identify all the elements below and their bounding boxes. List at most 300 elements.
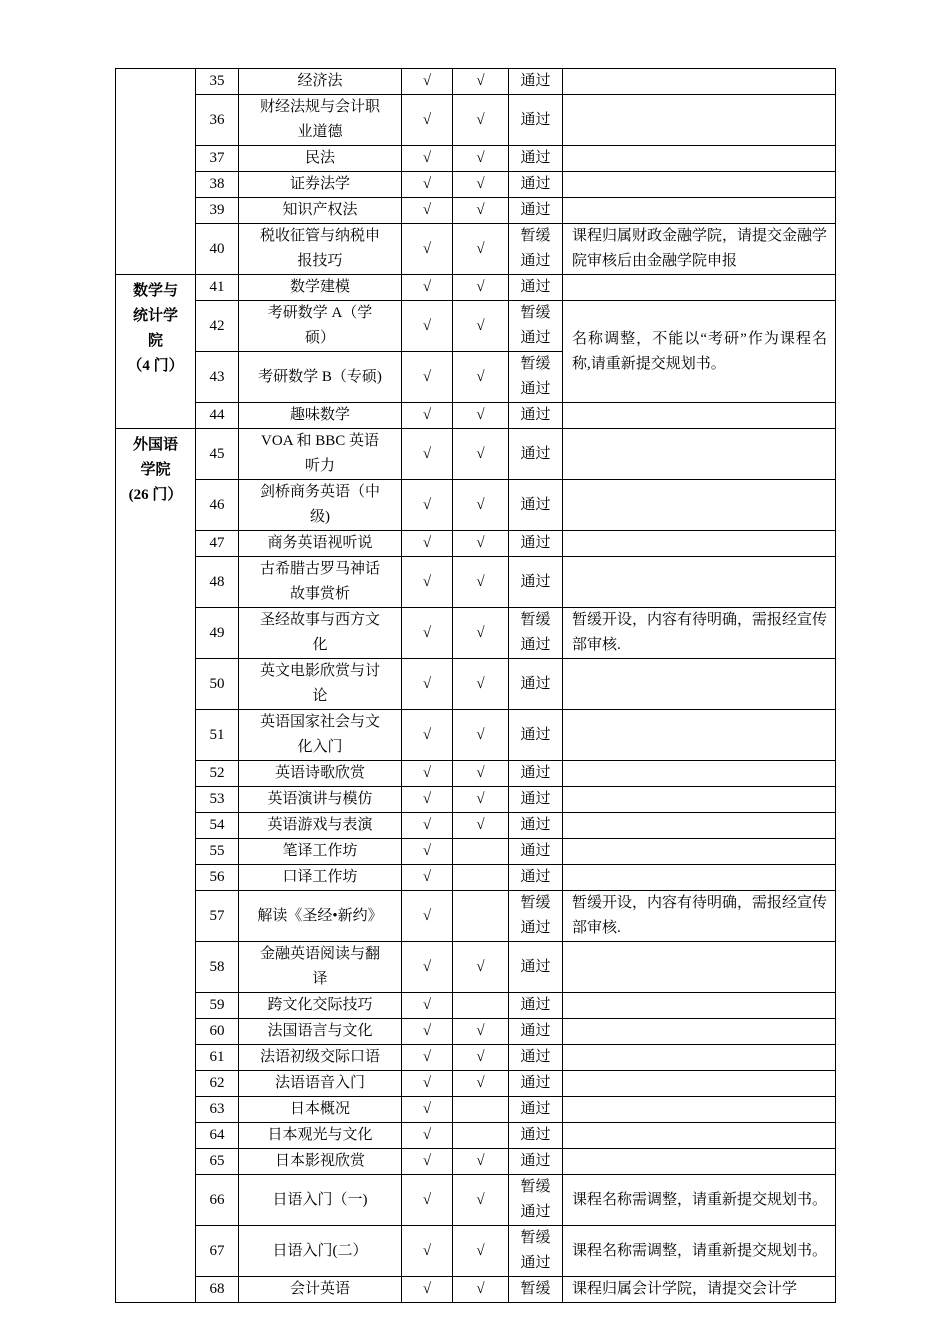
review-result [509, 761, 563, 787]
table-row [116, 993, 836, 1019]
course-number: 35 [196, 69, 239, 95]
check-mark-cell: √ [453, 761, 509, 787]
table-row [116, 557, 836, 608]
review-result [509, 1149, 563, 1175]
course-name [239, 942, 402, 993]
course-name [239, 1019, 402, 1045]
review-result-line: 通过 [520, 843, 551, 859]
check-mark-cell: √ [453, 352, 509, 403]
review-note [563, 761, 836, 787]
course-number: 44 [196, 403, 239, 429]
course-name [239, 1045, 402, 1071]
check-mark-cell: √ [453, 1175, 509, 1226]
review-result [509, 1045, 563, 1071]
check-mark-cell: √ [402, 942, 453, 993]
course-number: 56 [196, 865, 239, 891]
review-note [563, 172, 836, 198]
department-name: 数学与 [132, 283, 178, 299]
course-number: 63 [196, 1097, 239, 1123]
department-name: 统计学 [132, 308, 178, 324]
review-result-line: 暂缓 [520, 356, 551, 372]
table-row [116, 865, 836, 891]
review-result-line: 通过 [520, 1023, 551, 1039]
table-row [116, 659, 836, 710]
review-result-line: 通过 [520, 726, 551, 743]
check-mark-cell: √ [402, 403, 453, 429]
review-note [563, 95, 836, 146]
course-name [239, 787, 402, 813]
review-result [509, 172, 563, 198]
course-name-line: 财经法规与会计职 [259, 99, 380, 115]
department-name: 院 [147, 333, 163, 349]
table-row [116, 1149, 836, 1175]
table-row [116, 787, 836, 813]
course-name-line: 数学建模 [289, 279, 350, 295]
review-result [509, 865, 563, 891]
review-result [509, 95, 563, 146]
course-name-line: 英文电影欣赏与讨 [259, 663, 380, 679]
check-mark-cell: √ [402, 608, 453, 659]
course-name [239, 1149, 402, 1175]
check-mark-cell: √ [453, 608, 509, 659]
review-result [509, 1123, 563, 1149]
review-result-line: 暂缓 [520, 895, 551, 911]
check-mark-cell: √ [453, 531, 509, 557]
course-name-line: 法语初级交际口语 [259, 1049, 380, 1065]
check-mark-cell [453, 993, 509, 1019]
course-name [239, 993, 402, 1019]
course-number: 46 [196, 480, 239, 531]
course-number: 39 [196, 198, 239, 224]
course-number: 38 [196, 172, 239, 198]
course-name-line: 考研数学 A（学 [267, 305, 373, 321]
review-result [509, 1175, 563, 1226]
check-mark-cell: √ [402, 1097, 453, 1123]
course-name-line: 报技巧 [297, 253, 343, 269]
course-name [239, 839, 402, 865]
table-row [116, 839, 836, 865]
review-result-line: 通过 [520, 111, 551, 128]
review-result [509, 480, 563, 531]
course-number: 45 [196, 429, 239, 480]
check-mark-cell [453, 891, 509, 942]
course-number: 58 [196, 942, 239, 993]
review-result-line: 通过 [520, 817, 551, 833]
review-note [563, 480, 836, 531]
review-note: 课程归属会计学院，请提交会计学 [563, 1277, 836, 1303]
review-result [509, 1019, 563, 1045]
review-result-line: 通过 [520, 407, 551, 423]
check-mark-cell [453, 865, 509, 891]
course-number: 64 [196, 1123, 239, 1149]
course-number: 43 [196, 352, 239, 403]
check-mark-cell: √ [453, 198, 509, 224]
review-result-line: 通过 [520, 920, 551, 936]
department-cell [116, 69, 196, 275]
course-name-line: 日语入门(二） [272, 1242, 368, 1259]
review-note [563, 787, 836, 813]
review-note [563, 403, 836, 429]
review-note [563, 1045, 836, 1071]
table-row [116, 480, 836, 531]
course-name [239, 275, 402, 301]
table-row [116, 69, 836, 95]
course-name-line: 剑桥商务英语（中 [259, 484, 380, 500]
check-mark-cell: √ [453, 275, 509, 301]
review-note: 暂缓开设，内容有待明确，需报经宣传部审核. [563, 891, 836, 942]
check-mark-cell: √ [453, 1277, 509, 1303]
check-mark-cell: √ [402, 352, 453, 403]
course-name [239, 557, 402, 608]
course-number: 53 [196, 787, 239, 813]
review-result [509, 275, 563, 301]
review-result-line: 通过 [520, 496, 551, 513]
check-mark-cell: √ [402, 1149, 453, 1175]
course-number: 37 [196, 146, 239, 172]
course-name [239, 301, 402, 352]
table-row [116, 813, 836, 839]
review-result [509, 146, 563, 172]
course-name-line: 业道德 [297, 124, 343, 140]
review-note: 名称调整，不能以“考研”作为课程名称,请重新提交规划书。 [563, 301, 836, 403]
table-row [116, 172, 836, 198]
table-row [116, 1045, 836, 1071]
review-result-line: 通过 [520, 869, 551, 885]
check-mark-cell: √ [402, 69, 453, 95]
check-mark-cell: √ [453, 429, 509, 480]
check-mark-cell: √ [453, 224, 509, 275]
review-result-line: 通过 [520, 1255, 551, 1271]
table-row [116, 95, 836, 146]
check-mark-cell: √ [453, 480, 509, 531]
check-mark-cell: √ [453, 659, 509, 710]
table-row [116, 710, 836, 761]
check-mark-cell: √ [402, 301, 453, 352]
course-name [239, 1277, 402, 1303]
review-result [509, 891, 563, 942]
review-result-line: 通过 [520, 445, 551, 462]
review-result [509, 198, 563, 224]
check-mark-cell: √ [453, 69, 509, 95]
table-row [116, 275, 836, 301]
review-result-line: 通过 [520, 958, 551, 975]
course-name [239, 172, 402, 198]
course-number: 40 [196, 224, 239, 275]
course-name [239, 1175, 402, 1226]
course-number: 41 [196, 275, 239, 301]
check-mark-cell: √ [402, 95, 453, 146]
course-name [239, 224, 402, 275]
review-result-line: 通过 [520, 330, 551, 346]
table-row [116, 1123, 836, 1149]
review-result-line: 暂缓 [520, 228, 551, 244]
check-mark-cell: √ [453, 557, 509, 608]
review-result [509, 1277, 563, 1303]
check-mark-cell: √ [402, 993, 453, 1019]
check-mark-cell: √ [402, 1019, 453, 1045]
check-mark-cell: √ [402, 557, 453, 608]
course-name-line: 税收征管与纳税申 [259, 228, 380, 244]
course-name [239, 1071, 402, 1097]
department-course-count: (26 门） [128, 487, 183, 503]
course-number: 50 [196, 659, 239, 710]
department-name: 学院 [140, 462, 171, 478]
course-name-line: 口译工作坊 [282, 869, 358, 885]
course-number: 67 [196, 1226, 239, 1277]
course-name-line: 英语游戏与表演 [267, 817, 373, 833]
course-name-line: 证券法学 [289, 176, 350, 192]
course-name-line: 法语语音入门 [274, 1075, 365, 1091]
check-mark-cell: √ [453, 1045, 509, 1071]
course-name [239, 403, 402, 429]
review-result [509, 301, 563, 352]
review-note [563, 1149, 836, 1175]
table-row [116, 198, 836, 224]
course-name-line: 化入门 [297, 739, 343, 755]
review-result-line: 通过 [520, 279, 551, 295]
review-result-line: 通过 [520, 675, 551, 692]
course-number: 55 [196, 839, 239, 865]
review-result-line: 暂缓 [520, 1179, 551, 1195]
course-name-line: 经济法 [297, 73, 343, 89]
review-note [563, 1019, 836, 1045]
check-mark-cell: √ [453, 172, 509, 198]
course-name [239, 1226, 402, 1277]
course-name-line: 英语演讲与模仿 [267, 791, 373, 807]
check-mark-cell: √ [402, 659, 453, 710]
check-mark-cell [453, 839, 509, 865]
check-mark-cell: √ [402, 1277, 453, 1303]
check-mark-cell: √ [402, 198, 453, 224]
course-name [239, 710, 402, 761]
course-name-line: 笔译工作坊 [282, 843, 358, 859]
course-number: 36 [196, 95, 239, 146]
review-note: 课程名称需调整，请重新提交规划书。 [563, 1175, 836, 1226]
review-result [509, 710, 563, 761]
review-result-line: 通过 [520, 791, 551, 807]
course-name-line: 解读《圣经•新约》 [257, 907, 383, 924]
table-row [116, 1226, 836, 1277]
review-result [509, 942, 563, 993]
review-note [563, 557, 836, 608]
check-mark-cell: √ [453, 301, 509, 352]
review-result [509, 1226, 563, 1277]
review-note: 暂缓开设，内容有待明确，需报经宣传部审核. [563, 608, 836, 659]
review-result-line: 暂缓 [520, 1281, 551, 1297]
course-number: 52 [196, 761, 239, 787]
review-note: 课程名称需调整，请重新提交规划书。 [563, 1226, 836, 1277]
check-mark-cell: √ [402, 172, 453, 198]
review-result [509, 69, 563, 95]
course-name-line: 趣味数学 [289, 407, 350, 423]
course-number: 48 [196, 557, 239, 608]
review-result [509, 813, 563, 839]
check-mark-cell: √ [453, 1149, 509, 1175]
check-mark-cell: √ [453, 1019, 509, 1045]
check-mark-cell [453, 1123, 509, 1149]
course-name-line: 跨文化交际技巧 [267, 997, 373, 1013]
review-result-line: 通过 [520, 253, 551, 269]
review-note [563, 198, 836, 224]
check-mark-cell: √ [453, 95, 509, 146]
check-mark-cell: √ [402, 839, 453, 865]
department-name: 外国语 [132, 437, 178, 453]
review-result-line: 暂缓 [520, 305, 551, 321]
check-mark-cell: √ [402, 429, 453, 480]
check-mark-cell: √ [402, 865, 453, 891]
check-mark-cell: √ [402, 275, 453, 301]
course-name-line: 故事赏析 [289, 586, 350, 602]
review-result [509, 1071, 563, 1097]
review-note [563, 813, 836, 839]
review-result-line: 通过 [520, 202, 551, 218]
check-mark-cell: √ [402, 1226, 453, 1277]
review-note [563, 1071, 836, 1097]
course-name [239, 69, 402, 95]
table-row [116, 531, 836, 557]
check-mark-cell: √ [402, 1071, 453, 1097]
check-mark-cell: √ [402, 761, 453, 787]
review-note [563, 942, 836, 993]
review-note [563, 69, 836, 95]
course-name [239, 865, 402, 891]
review-result [509, 993, 563, 1019]
review-result [509, 224, 563, 275]
review-result [509, 1097, 563, 1123]
course-number: 47 [196, 531, 239, 557]
table-row [116, 1019, 836, 1045]
table-row [116, 1071, 836, 1097]
course-name-line: 日本概况 [289, 1101, 350, 1117]
course-name-line: 日本影视欣赏 [274, 1153, 365, 1169]
check-mark-cell: √ [402, 813, 453, 839]
review-result [509, 429, 563, 480]
review-result [509, 557, 563, 608]
course-review-table [115, 68, 836, 1303]
check-mark-cell: √ [453, 942, 509, 993]
review-result-line: 通过 [520, 1101, 551, 1117]
course-name-line: 英语国家社会与文 [259, 714, 380, 730]
course-name-line: 化 [312, 637, 328, 653]
course-name [239, 608, 402, 659]
review-result-line: 通过 [520, 1075, 551, 1091]
review-result [509, 839, 563, 865]
check-mark-cell: √ [402, 480, 453, 531]
review-result-line: 通过 [520, 1153, 551, 1169]
review-note [563, 865, 836, 891]
table-row [116, 146, 836, 172]
course-name-line: 古希腊古罗马神话 [259, 561, 380, 577]
review-result-line: 通过 [520, 1127, 551, 1143]
table-row [116, 608, 836, 659]
course-name-line: 听力 [304, 458, 335, 474]
check-mark-cell: √ [453, 787, 509, 813]
check-mark-cell: √ [402, 1175, 453, 1226]
course-number: 60 [196, 1019, 239, 1045]
review-note [563, 1097, 836, 1123]
review-note [563, 993, 836, 1019]
course-name-line: 金融英语阅读与翻 [259, 946, 380, 962]
course-name-line: 日语入门（一) [272, 1191, 368, 1208]
course-number: 68 [196, 1277, 239, 1303]
course-number: 51 [196, 710, 239, 761]
course-number: 66 [196, 1175, 239, 1226]
course-name [239, 95, 402, 146]
review-result [509, 659, 563, 710]
course-name [239, 1123, 402, 1149]
check-mark-cell: √ [402, 710, 453, 761]
review-note: 课程归属财政金融学院，请提交金融学院审核后由金融学院申报 [563, 224, 836, 275]
course-name-line: 法国语言与文化 [267, 1023, 373, 1039]
course-name [239, 659, 402, 710]
review-result-line: 通过 [520, 997, 551, 1013]
check-mark-cell: √ [402, 891, 453, 942]
review-result [509, 787, 563, 813]
review-note [563, 839, 836, 865]
department-cell [116, 429, 196, 1303]
course-name [239, 146, 402, 172]
course-number: 54 [196, 813, 239, 839]
review-result-line: 暂缓 [520, 1230, 551, 1246]
review-result-line: 通过 [520, 1204, 551, 1220]
check-mark-cell: √ [402, 531, 453, 557]
review-note [563, 531, 836, 557]
table-row [116, 403, 836, 429]
course-name-line: 民法 [304, 150, 335, 166]
check-mark-cell: √ [453, 1226, 509, 1277]
course-name-line: 圣经故事与西方文 [259, 612, 380, 628]
course-name-line: 商务英语视听说 [267, 535, 373, 551]
check-mark-cell: √ [402, 1123, 453, 1149]
review-note [563, 146, 836, 172]
table-row [116, 1277, 836, 1303]
course-name [239, 198, 402, 224]
course-name [239, 813, 402, 839]
check-mark-cell: √ [402, 146, 453, 172]
table-row [116, 1175, 836, 1226]
table-row [116, 761, 836, 787]
table-row [116, 942, 836, 993]
check-mark-cell: √ [453, 1071, 509, 1097]
course-name [239, 480, 402, 531]
review-result-line: 通过 [520, 73, 551, 89]
review-note [563, 275, 836, 301]
course-number: 61 [196, 1045, 239, 1071]
check-mark-cell: √ [402, 787, 453, 813]
check-mark-cell: √ [453, 813, 509, 839]
review-result-line: 通过 [520, 535, 551, 551]
course-name [239, 429, 402, 480]
check-mark-cell: √ [402, 1045, 453, 1071]
review-result-line: 通过 [520, 765, 551, 781]
course-number: 49 [196, 608, 239, 659]
course-number: 42 [196, 301, 239, 352]
course-name [239, 1097, 402, 1123]
course-name-line: 英语诗歌欣赏 [274, 765, 365, 781]
course-name-line: VOA 和 BBC 英语 [261, 433, 379, 449]
table-row [116, 429, 836, 480]
course-name [239, 352, 402, 403]
review-result [509, 608, 563, 659]
course-name-line: 硕） [304, 330, 335, 346]
check-mark-cell: √ [453, 146, 509, 172]
course-name [239, 891, 402, 942]
course-name-line: 级) [310, 509, 330, 525]
department-cell [116, 275, 196, 429]
course-name-line: 会计英语 [289, 1281, 350, 1297]
review-note [563, 659, 836, 710]
department-course-count: （4 门） [127, 358, 184, 374]
